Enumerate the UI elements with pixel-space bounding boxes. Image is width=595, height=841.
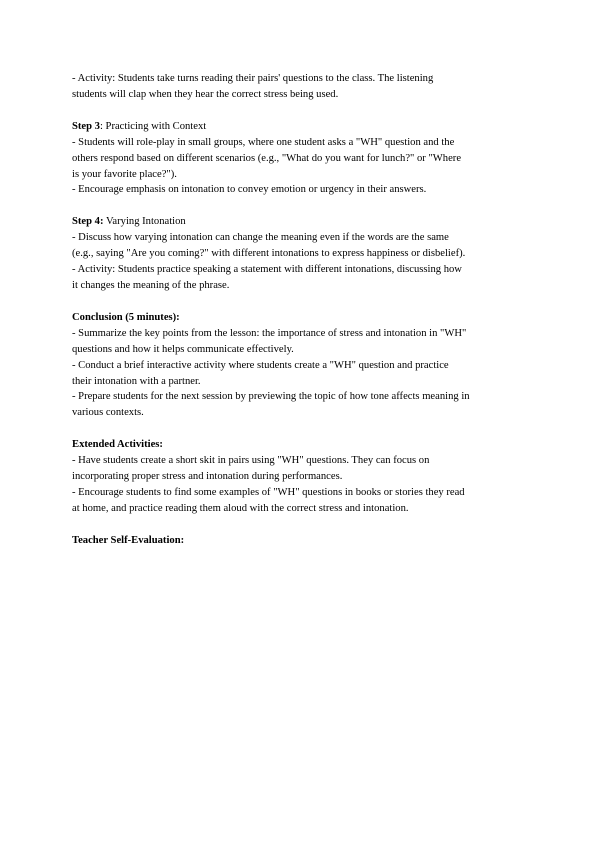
text-line: - Students will role-play in small groups, where one student asks a "WH" question and the: [72, 136, 455, 148]
text-line: incorporating proper stress and intonation during performances.: [72, 471, 343, 483]
step-4-heading: [72, 214, 527, 230]
text-line: (e.g., saying "Are you coming?" with different intonations to express happiness or disbelief).: [72, 248, 466, 260]
text-line: - Encourage emphasis on intonation to convey emotion or urgency in their answers.: [72, 184, 427, 196]
step-3-title: : Practicing with Context: [99, 120, 207, 132]
step-3-section: [72, 119, 527, 199]
step-3-heading: [72, 119, 527, 135]
step-4-label: Step 4:: [72, 216, 104, 228]
text-line: others respond based on different scenarios (e.g., "What do you want for lunch?" or "Where: [72, 152, 462, 164]
step-4-title: Varying Intonation: [103, 216, 186, 228]
text-line: - Discuss how varying intonation can change the meaning even if the words are the same: [72, 232, 449, 244]
text-line: their intonation with a partner.: [72, 375, 201, 387]
text-line: - Conduct a brief interactive activity where students create a "WH" question and practice: [72, 359, 449, 371]
extended-activities-heading: Extended Activities:: [72, 439, 163, 451]
text-line: is your favorite place?").: [72, 168, 177, 180]
text-line: students will clap when they hear the correct stress being used.: [72, 88, 339, 100]
extended-activities-section: [72, 437, 527, 517]
activity-paragraph: [72, 71, 527, 103]
conclusion-heading: Conclusion (5 minutes):: [72, 311, 180, 323]
teacher-self-evaluation-heading: Teacher Self-Evaluation:: [72, 534, 185, 546]
text-line: - Activity: Students practice speaking a statement with different intonations, discussing how: [72, 264, 462, 276]
text-line: at home, and practice reading them aloud with the correct stress and intonation.: [72, 502, 409, 514]
text-line: - Encourage students to find some examples of "WH" questions in books or stories they read: [72, 486, 465, 498]
text-line: - Activity: Students take turns reading their pairs' questions to the class. The listening: [72, 73, 434, 84]
text-line: - Summarize the key points from the lesson: the importance of stress and intonation in "WH": [72, 327, 467, 339]
text-line: questions and how it helps communicate effectively.: [72, 343, 294, 355]
document-page: [72, 71, 527, 549]
teacher-self-evaluation-section: [72, 533, 527, 549]
text-line: various contexts.: [72, 407, 144, 419]
conclusion-section: [72, 310, 527, 421]
text-line: it changes the meaning of the phrase.: [72, 279, 230, 291]
step-3-label: Step 3: [72, 120, 100, 132]
step-4-section: [72, 214, 527, 294]
text-line: - Have students create a short skit in pairs using "WH" questions. They can focus on: [72, 455, 430, 467]
text-line: - Prepare students for the next session by previewing the topic of how tone affects meaning in: [72, 391, 470, 403]
